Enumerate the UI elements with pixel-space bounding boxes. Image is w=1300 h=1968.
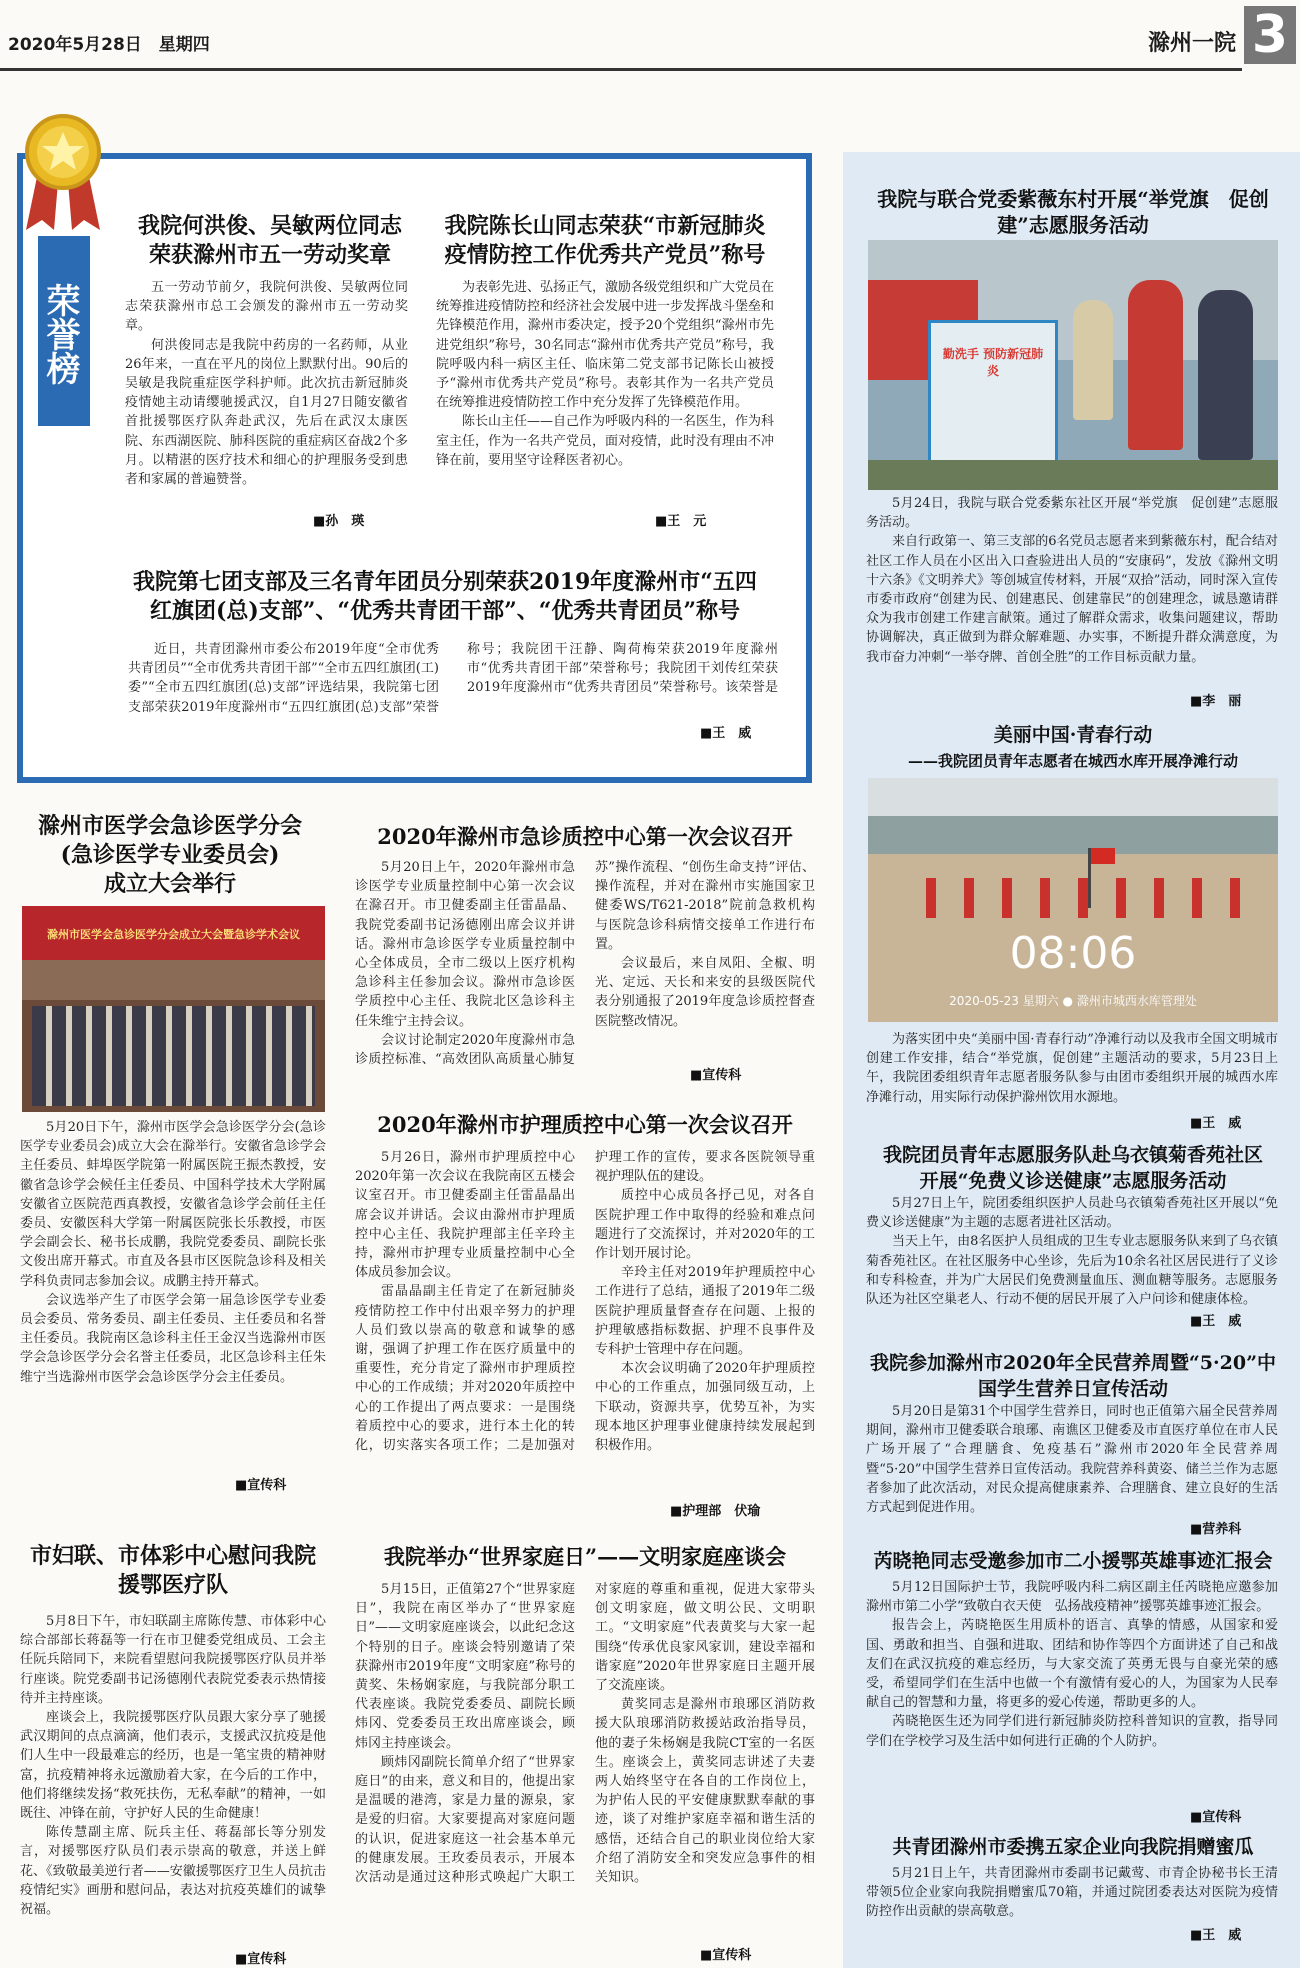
article-beautiful-china: 为落实团中央“美丽中国·青春行动”净滩行动以及我市全国文明城市创建工作安排，结合“举党旗，促创建”主题活动的要求，5月23日上午，我院团委组织青年志愿者服务队参与由团市委组织开展的城西水库净滩行动，用实际行动保护滁州饮用水源地。 xyxy=(866,1032,1278,1105)
article-ziwei-volunteer: 5月24日，我院与联合党委紫东社区开展“举党旗 促创建”志愿服务活动。 来自行政第一、第三支部的6名党员志愿者来到紫薇东村，配合结对社区工作人员在小区出入口查验进出人员的“安康码”，发放《滁州文明十六条》《文明养犬》等创城宣传材料，开展“双拾”活动，同时深入宣传市委市政府“创建为民、创建惠民、创建靠民”的创建理念，诚恳邀请群众为我市创建工作建言献策。通过了解群众需求，收集问题建议，帮助协调解决，真正做到为群众解难题、办实事，不断提升群众满意度，为我市奋力冲刺“一举夺牌、首创全胜”的工作目标贡献力量。 xyxy=(866,496,1278,665)
headline-emergency-society: 滁州市医学会急诊医学分会 (急诊医学专业委员会) 成立大会举行 xyxy=(37,813,302,897)
issue-date: 2020年5月28日 星期四 xyxy=(8,35,210,55)
article-women-federation: 5月8日下午，市妇联副主席陈传慧、市体彩中心综合部部长蒋磊等一行在市卫健委党组成员、工会主任阮兵陪同下，来院看望慰问我院援鄂医疗队员并举行座谈。院党委副书记汤德刚代表院党委表示热情接待并主持座谈。 座谈会上，我院援鄂医疗队员跟大家分享了驰援武汉期间的点点滴滴，他们表示，支援武汉抗疫是他们人生中一段最难忘的经历，也是一笔宝贵的精神财富，抗疫精神将永远激励着大家，在今后的工作中，他们将继续发扬“救死扶伤，无私奉献”的精神，一如既往、冲锋在前，守护好人民的生命健康！ 陈传慧副主席、阮兵主任、蒋磊部长等分别发言，对援鄂医疗队员们表示崇高的敬意，并送上鲜花、《致敬最美逆行者——安徽援鄂医疗卫生人员抗击疫情纪实》画册和慰问品，表达对抗疫英雄们的诚挚祝福。 xyxy=(20,1614,326,1918)
author-publicity-4: ■宣传科 xyxy=(700,1948,752,1963)
headline-ziwei-volunteer: 我院与联合党委紫薇东村开展“举党旗 促创 建”志愿服务活动 xyxy=(877,187,1269,237)
article-youth-league-honor: 近日，共青团滁州市委公布2019年度“全市优秀共青团员”“全市优秀共青团干部”“全市五四红旗团(工)委”“全市五四红旗团(总)支部”评选结果，我院第七团支部荣获2019年度滁州市“五四红旗团(总)支部”荣誉称号；我院团干汪静、陶荷梅荣获2019年度滁州市“优秀共青团干部”荣誉称号；我院团干刘传红荣获2019年度滁州市“优秀共青团员”荣誉称号。该荣誉是 xyxy=(128,642,778,715)
headline-excellent-party-member: 我院陈长山同志荣获“市新冠肺炎 疫情防控工作优秀共产党员”称号 xyxy=(444,213,766,268)
article-nutrition-week: 5月20日是第31个中国学生营养日，同时也正值第六届全民营养周期间，滁州市卫健委联合琅琊、南谯区卫健委及市直医疗单位在市人民广场开展了“合理膳食、免疫基石”滁州市2020年全民营养周暨“5·20”中国学生营养日宣传活动。我院营养科黄姿、储兰兰作为志愿者参加了此次活动，对民众提高健康素养、合理膳食、建立良好的生活方式起到促进作用。 xyxy=(866,1404,1278,1516)
headline-melon-donation: 共青团滁州市委携五家企业向我院捐赠蜜瓜 xyxy=(892,1836,1254,1858)
headline-free-clinic: 我院团员青年志愿服务队赴乌衣镇菊香苑社区 开展“免费义诊送健康”志愿服务活动 xyxy=(882,1144,1263,1192)
headline-emergency-qc: 2020年滁州市急诊质控中心第一次会议召开 xyxy=(377,824,793,849)
headline-nutrition-week: 我院参加滁州市2020年全民营养周暨“5·20”中 国学生营养日宣传活动 xyxy=(869,1352,1276,1400)
headline-rui-xiaoyan: 芮晓艳同志受邀参加市二小援鄂英雄事迹汇报会 xyxy=(873,1550,1273,1572)
article-labor-medal: 五一劳动节前夕，我院何洪俊、吴敏两位同志荣获滁州市总工会颁发的滁州市五一劳动奖章。 何洪俊同志是我院中药房的一名药师，从业26年来，一直在平凡的岗位上默默付出。90后的吴敏是我院重症医学科护师。此次抗击新冠肺炎疫情她主动请缨驰援武汉，自1月27日随安徽省首批援鄂医疗队奔赴武汉，先后在武汉太康医院、东西湖医院、肺科医院的重症病区奋战2个多月。以精湛的医疗技术和细心的护理服务受到患者和家属的普遍赞誉。 xyxy=(125,280,408,488)
author-nutrition-dept: ■营养科 xyxy=(1190,1522,1242,1537)
headline-women-federation: 市妇联、市体彩中心慰问我院 援鄂医疗队 xyxy=(29,1543,316,1598)
author-wang-wei-4: ■王 威 xyxy=(1190,1928,1242,1943)
paper-name: 滁州一院 xyxy=(1148,31,1237,56)
photo-date-stamp: 2020-05-23 星期六 ● 滁州市城西水库管理处 xyxy=(949,994,1197,1008)
article-melon-donation: 5月21日上午，共青团滁州市委副书记戴莺、市青企协秘书长王清带领5位企业家向我院捐赠蜜瓜70箱，并通过院团委表达对医院为疫情防控作出贡献的崇高敬意。 xyxy=(866,1866,1278,1920)
headline-family-day: 我院举办“世界家庭日”——文明家庭座谈会 xyxy=(383,1544,787,1569)
author-wang-wei-2: ■王 威 xyxy=(1190,1116,1242,1131)
headline-nursing-qc: 2020年滁州市护理质控中心第一次会议召开 xyxy=(377,1112,793,1137)
photo-time: 08:06 xyxy=(1009,928,1137,979)
headline-youth-league-honor: 我院第七团支部及三名青年团员分别荣获2019年度滁州市“五四 红旗团(总)支部”、“优秀共青团干部”、“优秀共青团员”称号 xyxy=(133,569,757,624)
article-emergency-qc: 5月20日上午，2020年滁州市急诊医学专业质量控制中心第一次会议在滁召开。市卫健委副主任雷晶晶、我院党委副书记汤德刚出席会议并讲话。滁州市急诊医学专业质量控制中心全体成员，全市二级以上医疗机构急诊科主任参加会议。滁州市急诊医学质控中心主任、我院北区急诊科主任朱维宁主持会议。 会议讨论制定2020年度滁州市急诊质控标准、“高效团队高质量心肺复苏”操作流程、“创伤生命支持”评估、操作流程，并对在滁州市实施国家卫健委WS/T621-2018”院前急救机构与医院急诊科病情交接单工作进行布置。 会议最后，来自凤阳、全椒、明光、定远、天长和来安的县级医院代表分别通报了2019年度急诊质控督查医院整改情况。 xyxy=(355,860,815,1068)
author-publicity-1: ■宣传科 xyxy=(235,1478,287,1493)
author-wang-wei-3: ■王 威 xyxy=(1190,1314,1242,1329)
photo-volunteers-community xyxy=(868,240,1278,490)
author-publicity-5: ■宣传科 xyxy=(1190,1810,1242,1825)
article-excellent-party-member: 为表彰先进、弘扬正气，激励各级党组织和广大党员在统筹推进疫情防控和经济社会发展中进一步发挥战斗堡垒和先锋模范作用，滁州市委决定，授予20个党组织“滁州市先进党组织”称号，30名同志“滁州市优秀共产党员”称号，我院呼吸内科一病区主任、临床第二党支部书记陈长山被授予“滁州市优秀共产党员”称号。表彰其作为一名共产党员在统筹推进疫情防控工作中充分发挥了先锋模范作用。 陈长山主任——自己作为呼吸内科的一名医生，作为科室主任，作为一名共产党员，面对疫情，此时没有理由不冲锋在前，要用坚守诠释医者初心。 xyxy=(436,280,774,468)
meeting-banner: 滁州市医学会急诊医学分会成立大会暨急诊学术会议 xyxy=(47,928,300,941)
header-rule xyxy=(0,68,1242,71)
photo-meeting-hall xyxy=(22,906,325,1112)
author-wang-wei-1: ■王 威 xyxy=(700,726,752,741)
handwash-sign: 勤洗手 预防新冠肺炎 xyxy=(942,347,1044,378)
author-wang-yuan: ■王 元 xyxy=(655,514,707,529)
article-nursing-qc: 5月26日，滁州市护理质控中心2020年第一次会议在我院南区五楼会议室召开。市卫健委副主任雷晶晶出席会议并讲话。会议由滁州市护理质控中心主任、我院护理部主任辛玲主持，滁州市护理专业质量控制中心全体成员参加会议。 雷晶晶副主任肯定了在新冠肺炎疫情防控工作中付出艰辛努力的护理人员们致以崇高的敬意和诚挚的感谢，强调了护理工作在医疗质量中的重要性，充分肯定了滁州市护理质控中心的工作成绩；并对2020年质控中心的工作提出了两点要求：一是围绕着质控中心的要求，进行本土化的转化，切实落实各项工作；二是加强对护理工作的宣传，要求各医院领导重视护理队伍的建设。 质控中心成员各抒己见，对各自医院护理工作中取得的经验和难点问题进行了交流探讨，并对2020年的工作计划开展讨论。 辛玲主任对2019年护理质控中心工作进行了总结，通报了2019年二级医院护理质量督查存在问题、上报的护理敏感指标数据、护理不良事件及专科护士管理中存在问题。 本次会议明确了2020年护理质控中心的工作重点，加强同级互动，上下联动，资源共享，优势互补，为实现本地区护理事业健康持续发展起到积极作用。 xyxy=(355,1150,815,1454)
honor-roll-tag: 荣誉榜 xyxy=(38,236,90,426)
article-rui-xiaoyan: 5月12日国际护士节，我院呼吸内科二病区副主任芮晓艳应邀参加滁州市第二小学“致敬白衣天使 弘扬战疫精神”援鄂英雄事迹汇报会。 报告会上，芮晓艳医生用质朴的语言、真挚的情感，从国家和爱国、勇敢和担当、自强和进取、团结和协作等四个方面讲述了自己和战友们在武汉抗疫的难忘经历，与大家交流了英勇无畏与自豪光荣的感受，希望同学们在生活中也做一个有激情有爱心的人，为国家为人民奉献自己的智慧和力量，将更多的爱心传递，帮助更多的人。 芮晓艳医生还为同学们进行新冠肺炎防控科普知识的宣教，指导同学们在学校学习及生活中如何进行正确的个人防护。 xyxy=(866,1580,1278,1749)
author-sun-ying: ■孙 瑛 xyxy=(313,514,365,529)
headline-labor-medal: 我院何洪俊、吴敏两位同志 荣获滁州市五一劳动奖章 xyxy=(137,213,402,268)
author-publicity-2: ■宣传科 xyxy=(235,1952,287,1967)
page-number: 3 xyxy=(1244,6,1296,64)
author-nursing-dept: ■护理部 伏瑜 xyxy=(670,1504,761,1519)
article-family-day: 5月15日，正值第27个“世界家庭日”，我院在南区举办了“世界家庭日”——文明家庭座谈会，以此纪念这个特别的日子。座谈会特别邀请了荣获滁州市2019年度“文明家庭”称号的黄奖、朱杨娴家庭，与我院部分职工代表座谈。我院党委委员、副院长顾炜冈、党委委员王玫出席座谈会，顾炜冈主持座谈会。 顾炜冈副院长简单介绍了“世界家庭日”的由来，意义和目的，他提出家是温暖的港湾，家是力量的源泉，家是爱的归宿。大家要提高对家庭问题的认识，促进家庭这一社会基本单元的健康发展。王玫委员表示，开展本次活动是通过这种形式唤起广大职工对家庭的尊重和重视，促进大家带头创文明家庭，做文明公民、文明职工。“文明家庭”代表黄奖与大家一起围绕“传承优良家风家训，建设幸福和谐家庭”2020年世界家庭日主题开展了交流座谈。 黄奖同志是滁州市琅琊区消防救援大队琅琊消防救援站政治指导员，他的妻子朱杨娴是我院CT室的一名医生。座谈会上，黄奖同志讲述了夫妻两人始终坚守在各自的工作岗位上，为护佑人民的平安健康默默奉献的事迹，谈了对维护家庭幸福和谐生活的感悟，还结合自己的职业岗位给大家介绍了消防安全和突发应急事件的相关知识。 xyxy=(355,1582,815,1886)
headline-beautiful-china: 美丽中国·青春行动 ——我院团员青年志愿者在城西水库开展净滩行动 xyxy=(907,724,1238,770)
photo-reservoir-cleanup xyxy=(868,778,1278,1022)
article-free-clinic: 5月27日上午，院团委组织医护人员赴乌衣镇菊香苑社区开展以“免费义诊送健康”为主题的志愿者进社区活动。 当天上午，由8名医护人员组成的卫生专业志愿服务队来到了乌衣镇菊香苑社区。在社区服务中心坐诊，先后为10余名社区居民进行了义诊和专科检查，并为广大居民们免费测量血压、测血糖等服务。志愿服务队还为社区空巢老人、行动不便的居民开展了入户问诊和健康体检。 xyxy=(866,1196,1278,1308)
medal-icon xyxy=(18,112,108,232)
author-publicity-3: ■宣传科 xyxy=(690,1068,742,1083)
article-emergency-society: 5月20日下午，滁州市医学会急诊医学分会(急诊医学专业委员会)成立大会在滁举行。安徽省急诊学会主任委员、蚌埠医学院第一附属医院王振杰教授，安徽省急诊学会候任主任委员、中国科学技术大学附属安徽省立医院范西真教授，安徽省急诊学会前任主任委员、安徽医科大学第一附属医院张长乐教授，市医学会副会长、秘书长成鹏，我院党委委员、副院长张文俊出席开幕式。市直及各县市区医院急诊科及相关学科负责同志参加会议。成鹏主持开幕式。 会议选举产生了市医学会第一届急诊医学专业委员会委员、常务委员、副主任委员、主任委员和名誉主任委员。我院南区急诊科主任王金汉当选滁州市医学会急诊医学分会名誉主任委员，北区急诊科主任朱维宁当选滁州市医学会急诊医学分会主任委员。 xyxy=(20,1120,326,1385)
author-li-li: ■李 丽 xyxy=(1190,694,1242,709)
